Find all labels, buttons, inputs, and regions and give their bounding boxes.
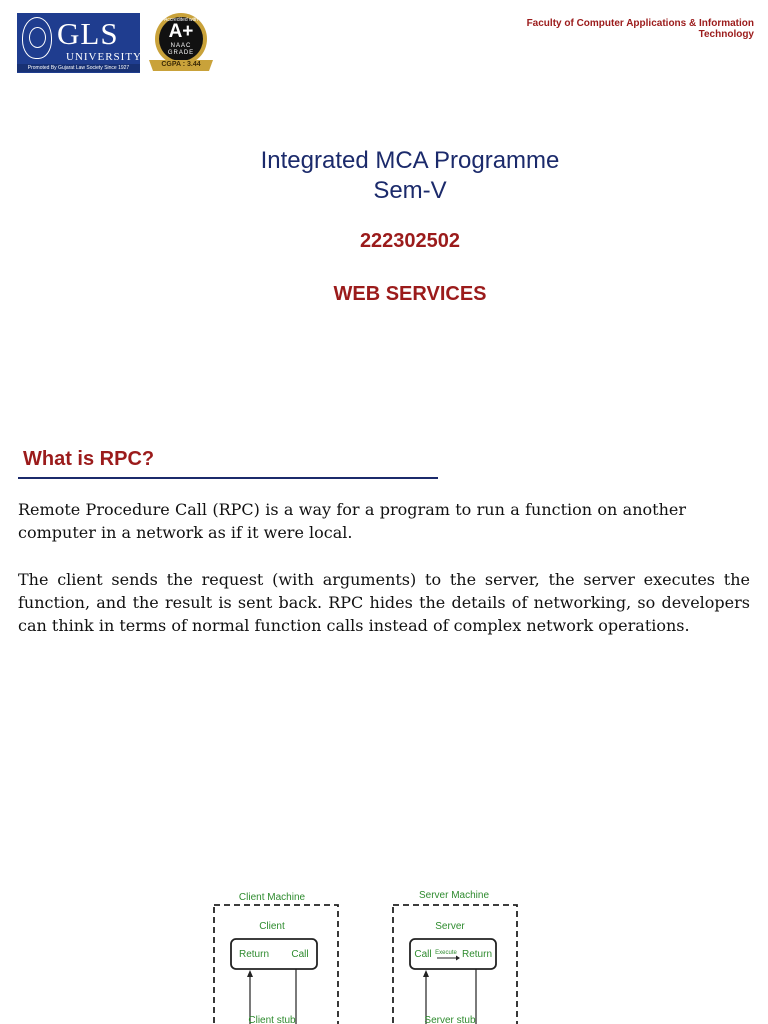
gls-university-logo <box>17 13 140 73</box>
badge-grade: A+ <box>168 21 194 42</box>
server-label: Server <box>435 921 465 932</box>
server-return-label: Return <box>461 949 493 960</box>
semester-label: Sem-V <box>373 177 447 204</box>
crest-icon <box>22 17 52 59</box>
badge-accredited-text: Accredited with <box>164 17 198 23</box>
badge-grade-word: GRADE <box>167 50 195 56</box>
faculty-name: Faculty of Computer Applications & Information Technology <box>526 18 754 40</box>
section-divider <box>18 477 438 479</box>
crest-emblem <box>29 27 46 48</box>
server-machine-label: Server Machine <box>418 890 490 901</box>
programme-title: Integrated MCA Programme <box>260 147 560 174</box>
logo-name: GLS <box>57 16 119 51</box>
logo-promoted-by: Promoted By Gujarat Law Society Since 1927 <box>17 64 140 72</box>
client-label: Client <box>259 921 285 932</box>
course-code: 222302502 <box>359 230 461 252</box>
section-heading: What is RPC? <box>23 448 155 470</box>
client-machine-label: Client Machine <box>238 892 306 903</box>
rpc-diagram <box>200 880 540 1024</box>
server-call-label: Call <box>414 949 432 960</box>
server-stub-label: Server stub <box>424 1015 476 1024</box>
naac-accreditation-badge <box>145 12 217 74</box>
client-stub-label: Client stub <box>248 1015 296 1024</box>
paragraph-rpc-definition: Remote Procedure Call (RPC) is a way for a program to run a function on another computer in a network as if it were local. <box>18 500 686 542</box>
client-call-label: Call <box>291 949 309 960</box>
badge-cgpa: CGPA : 3.44 <box>161 61 201 68</box>
badge-agency: NAAC <box>170 43 192 49</box>
server-call-arrowhead-icon <box>423 970 429 977</box>
course-name: WEB SERVICES <box>333 283 487 305</box>
client-return-arrowhead-icon <box>247 970 253 977</box>
paragraph-rpc-explanation: The client sends the request (with arguments) to the server, the server executes the function, and the result is sent back. RPC hides the details of networking, so developers can think in terms of normal function calls instead of complex network operations. <box>18 570 750 635</box>
server-execute-label: Execute <box>435 950 457 956</box>
client-return-label: Return <box>238 949 270 960</box>
logo-subtitle: UNIVERSITY <box>66 51 142 63</box>
